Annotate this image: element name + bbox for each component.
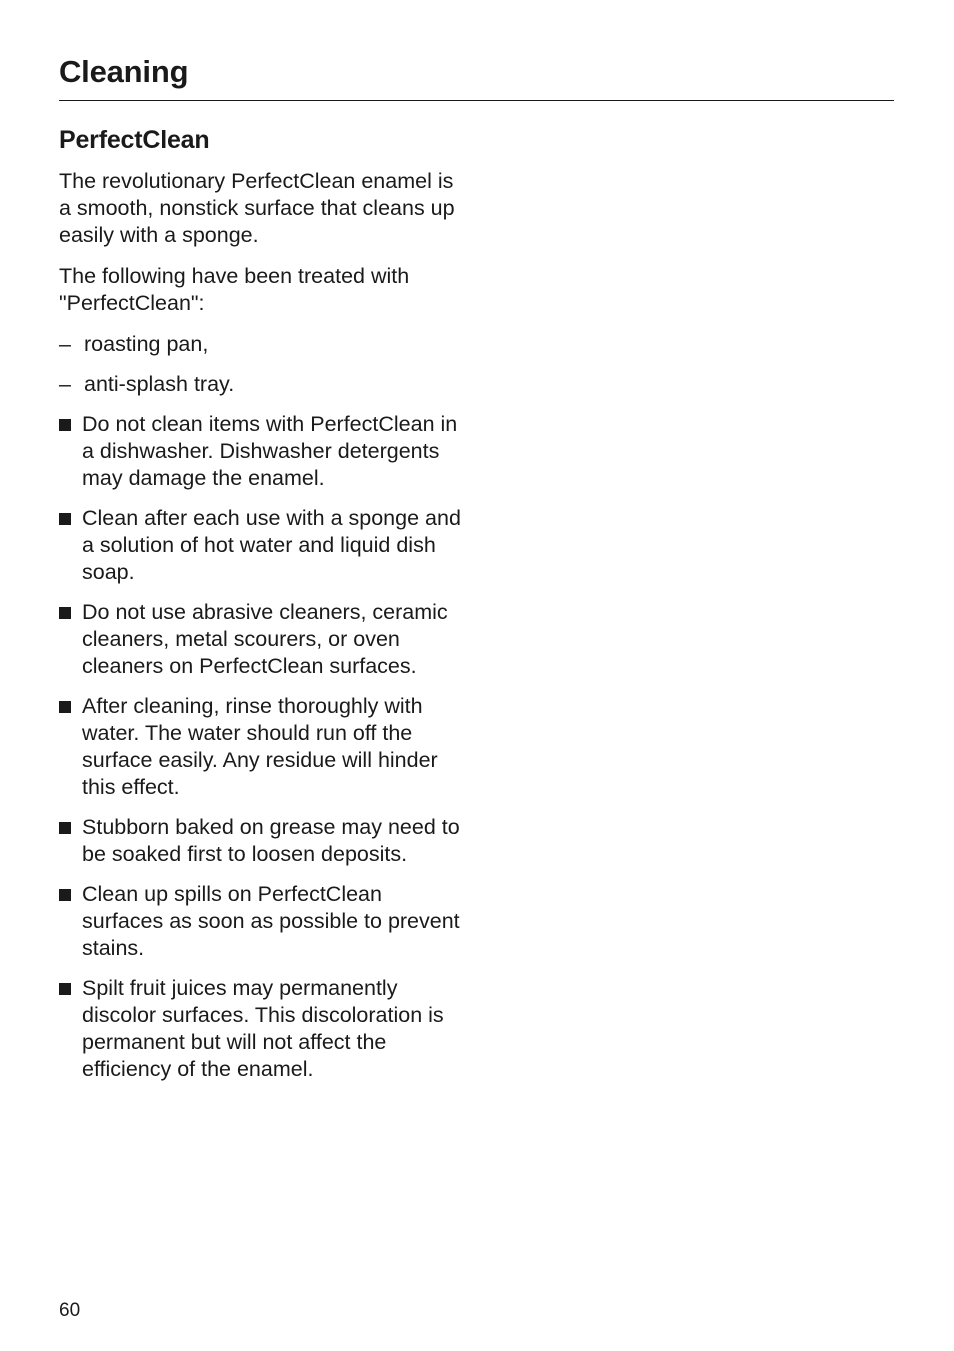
treated-items-list [59,331,469,398]
treated-intro-paragraph: The following have been treated with "PerfectClean": [59,264,410,315]
dash-icon: – [59,372,71,396]
main-content [59,123,469,1096]
square-bullet-icon [59,983,71,995]
section-heading: PerfectClean [59,126,210,154]
list-item [59,411,469,492]
list-item [59,331,469,358]
dash-icon: – [59,332,71,356]
list-item [59,881,469,962]
list-item-text: Clean up spills on PerfectClean surfaces as soon as possible to prevent stains. [82,882,460,960]
list-item [59,693,469,801]
square-bullet-icon [59,419,71,431]
list-item-text: Spilt fruit juices may permanently discolor surfaces. This discoloration is permanent but will not affect the efficiency of the enamel. [82,976,444,1081]
list-item-text: Clean after each use with a sponge and a solution of hot water and liquid dish soap. [82,506,461,584]
list-item [59,599,469,680]
square-bullet-icon [59,513,71,525]
cleaning-instructions-list [59,411,469,1083]
list-item-text: After cleaning, rinse thoroughly with water. The water should run off the surface easily. Any residue will hinder this effect. [82,694,438,799]
title-divider [59,100,894,101]
square-bullet-icon [59,889,71,901]
list-item [59,814,469,868]
page-title: Cleaning [59,54,189,89]
square-bullet-icon [59,701,71,713]
list-item [59,371,469,398]
list-item [59,975,469,1083]
list-item-text: roasting pan, [84,332,209,356]
list-item-text: Do not use abrasive cleaners, ceramic cleaners, metal scourers, or oven cleaners on PerfectClean surfaces. [82,600,448,678]
list-item-text: Do not clean items with PerfectClean in a dishwasher. Dishwasher detergents may damage the enamel. [82,412,458,490]
list-item [59,505,469,586]
square-bullet-icon [59,607,71,619]
list-item-text: Stubborn baked on grease may need to be soaked first to loosen deposits. [82,815,460,866]
intro-paragraph: The revolutionary PerfectClean enamel is a smooth, nonstick surface that cleans up easily with a sponge. [59,169,455,247]
page-number: 60 [59,1300,81,1321]
list-item-text: anti-splash tray. [84,372,235,396]
square-bullet-icon [59,822,71,834]
